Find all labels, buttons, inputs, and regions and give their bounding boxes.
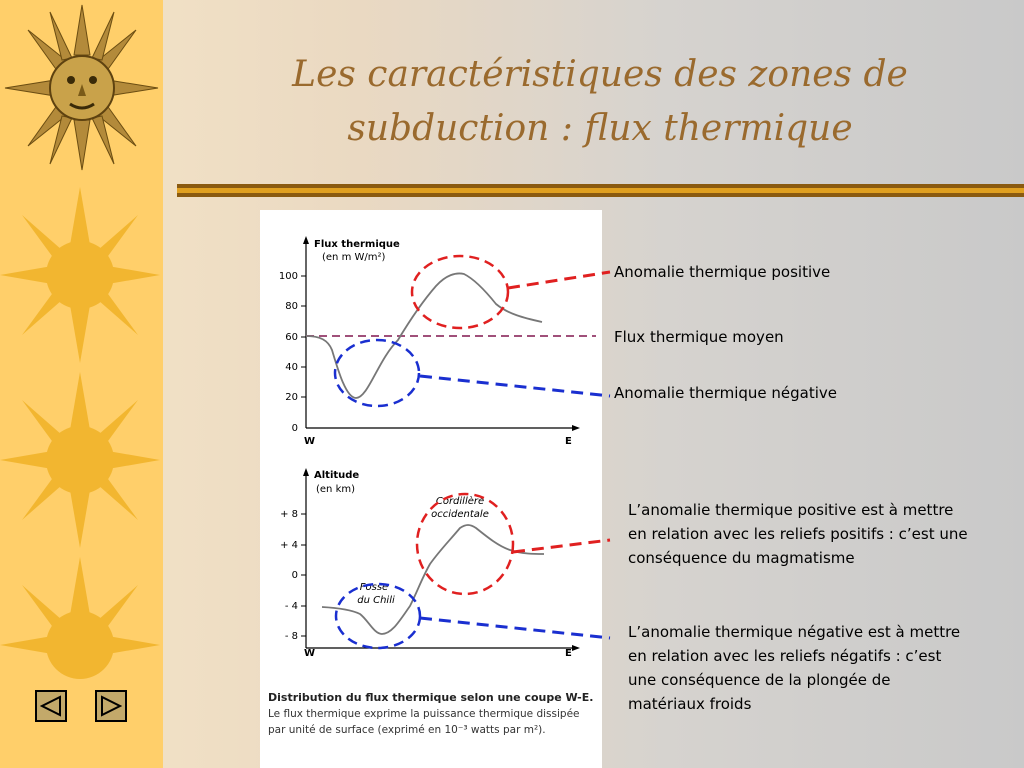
altitude-tick-minus4: - 4 (284, 601, 298, 612)
sun-icon (0, 370, 163, 550)
negative-anomaly-explanation: L’anomalie thermique négative est à mettre en relation avec les reliefs négatifs : c’est une conséquence de la plongée de matériaux froids (628, 623, 961, 713)
heat-flux-x-west: W (304, 436, 316, 447)
figure-caption (268, 690, 598, 738)
heat-flux-tick-80: 80 (285, 301, 298, 312)
heat-flux-tick-20: 20 (285, 392, 298, 403)
slide-title-line-2: subduction : flux thermique (347, 108, 853, 149)
altitude-tick-minus8: - 8 (284, 631, 298, 642)
sun-icon (0, 185, 163, 365)
mean-flux-label: Flux thermique moyen (614, 328, 784, 346)
negative-relief-marker (336, 584, 420, 648)
triangle-right-icon (100, 695, 122, 717)
altitude-x-east: E (565, 648, 572, 659)
fosse-label-2: du Chili (357, 595, 395, 606)
cordillere-label-2: occidentale (431, 509, 489, 520)
negative-anomaly-label: Anomalie thermique négative (614, 384, 838, 402)
figure-caption-title: Distribution du flux thermique selon une coupe W-E. (268, 691, 594, 704)
slide-title (190, 48, 1010, 156)
altitude-x-west: W (304, 648, 316, 659)
title-divider (177, 182, 1024, 202)
fosse-label-1: Fosse (359, 582, 389, 593)
negative-anomaly-marker (335, 340, 419, 406)
heat-flux-ylabel-2: (en m W/m²) (322, 252, 386, 263)
previous-slide-button[interactable] (35, 690, 67, 722)
heat-flux-tick-60: 60 (285, 332, 298, 343)
positive-anomaly-label: Anomalie thermique positive (614, 263, 831, 281)
altitude-ylabel-2: (en km) (316, 484, 356, 495)
altitude-chart (280, 468, 580, 659)
positive-anomaly-explanation: L’anomalie thermique positive est à mettre en relation avec les reliefs positifs : c’est une conséquence du magmatisme (628, 501, 968, 567)
altitude-tick-plus8: + 8 (280, 509, 298, 520)
next-slide-button[interactable] (95, 690, 127, 722)
sun-icon (0, 555, 163, 685)
figure-caption-body: Le flux thermique exprime la puissance thermique dissipée par unité de surface (exprimé en 10⁻³ watts par m²). (268, 708, 580, 736)
left-decorative-band (0, 0, 163, 768)
heat-flux-chart (279, 236, 596, 447)
altitude-tick-plus4: + 4 (280, 540, 298, 551)
positive-anomaly-marker (412, 256, 508, 328)
slide-title-line-1: Les caractéristiques des zones de (292, 54, 908, 95)
heat-flux-x-east: E (565, 436, 572, 447)
altitude-tick-0: 0 (291, 570, 298, 581)
altitude-curve (322, 525, 544, 634)
altitude-ylabel-1: Altitude (314, 470, 360, 481)
heat-flux-tick-0: 0 (291, 423, 298, 434)
sun-face-icon (0, 0, 163, 175)
triangle-left-icon (40, 695, 62, 717)
heat-flux-tick-40: 40 (285, 362, 298, 373)
figure-panel (260, 210, 602, 768)
heat-flux-ylabel-1: Flux thermique (314, 239, 400, 250)
heat-flux-tick-100: 100 (278, 271, 298, 282)
cordillere-label-1: Cordillère (435, 496, 485, 507)
figure-charts (260, 210, 602, 690)
